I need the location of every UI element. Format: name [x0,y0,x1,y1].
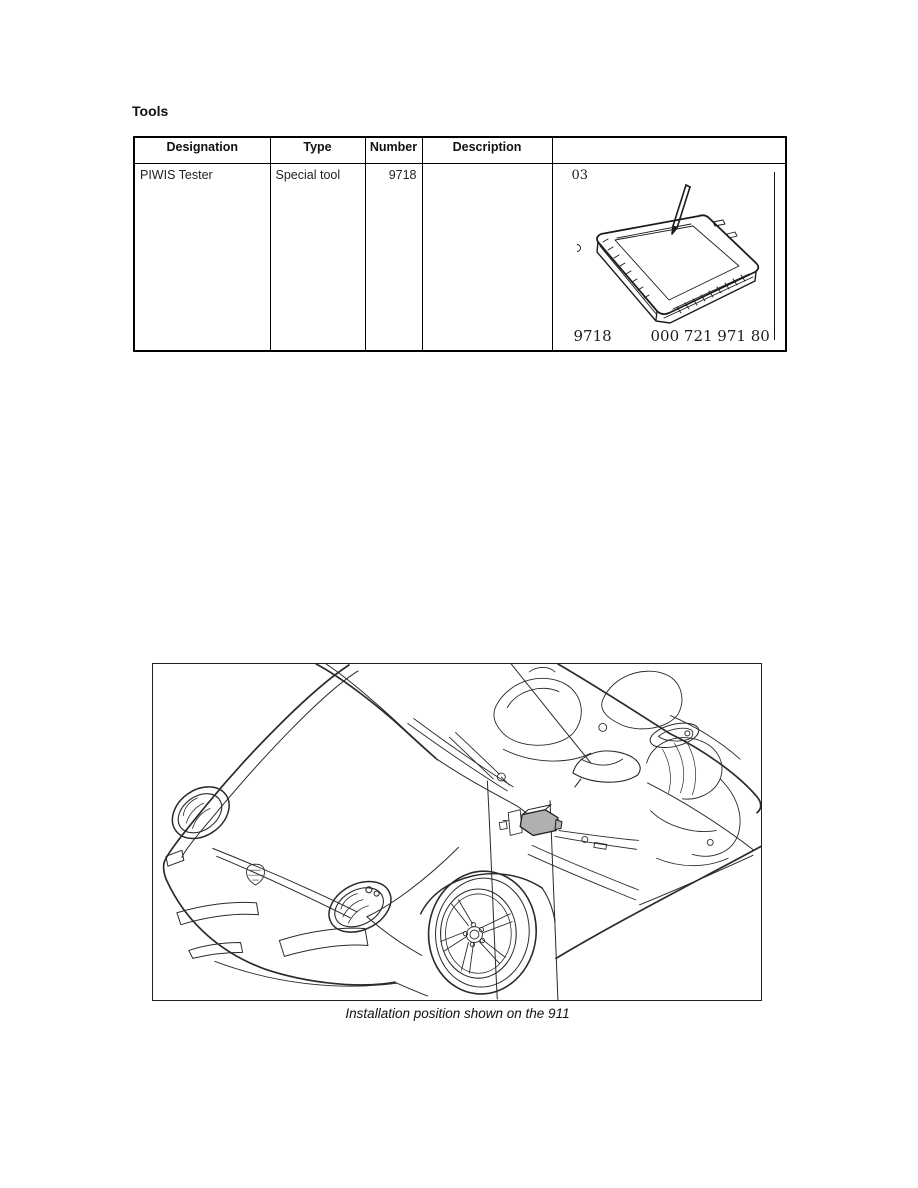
interior-seats [494,667,740,765]
headlight-right [320,871,399,942]
door-sill-rails [528,831,638,900]
driver-seat [647,738,741,866]
car-911-illustration [153,664,761,1000]
col-header-designation: Designation [134,137,270,164]
page-title: Tools [132,103,169,119]
tool-image-corner-label: 03 [571,168,589,183]
tool-image-scale-line [774,172,776,340]
cell-tool-image [552,164,786,352]
tool-number-label: 9718 [573,327,612,345]
col-header-type: Type [270,137,365,164]
cell-type: Special tool [270,164,365,352]
front-bumper-details [166,850,397,986]
col-header-description: Description [422,137,552,164]
cell-number: 9718 [365,164,422,352]
cell-designation: PIWIS Tester [134,164,270,352]
table-row [134,164,786,352]
tools-table-header-row [134,137,786,164]
col-header-image [552,137,786,164]
tablet-edge-detail [600,239,753,318]
piwis-tester-illustration [577,182,769,332]
col-header-number: Number [365,137,422,164]
cell-description [422,164,552,352]
car-illustration-frame [152,663,762,1001]
front-wheel [421,866,555,999]
module-bracket [499,810,522,836]
windshield-wipers [408,719,513,791]
tool-part-number-label: 000 721 971 80 [650,327,770,345]
figure-caption: Installation position shown on the 911 [345,1006,570,1021]
car-body-lines [182,664,754,1000]
porsche-crest [247,864,265,885]
control-module-highlight [520,805,562,836]
tools-table [133,136,787,352]
